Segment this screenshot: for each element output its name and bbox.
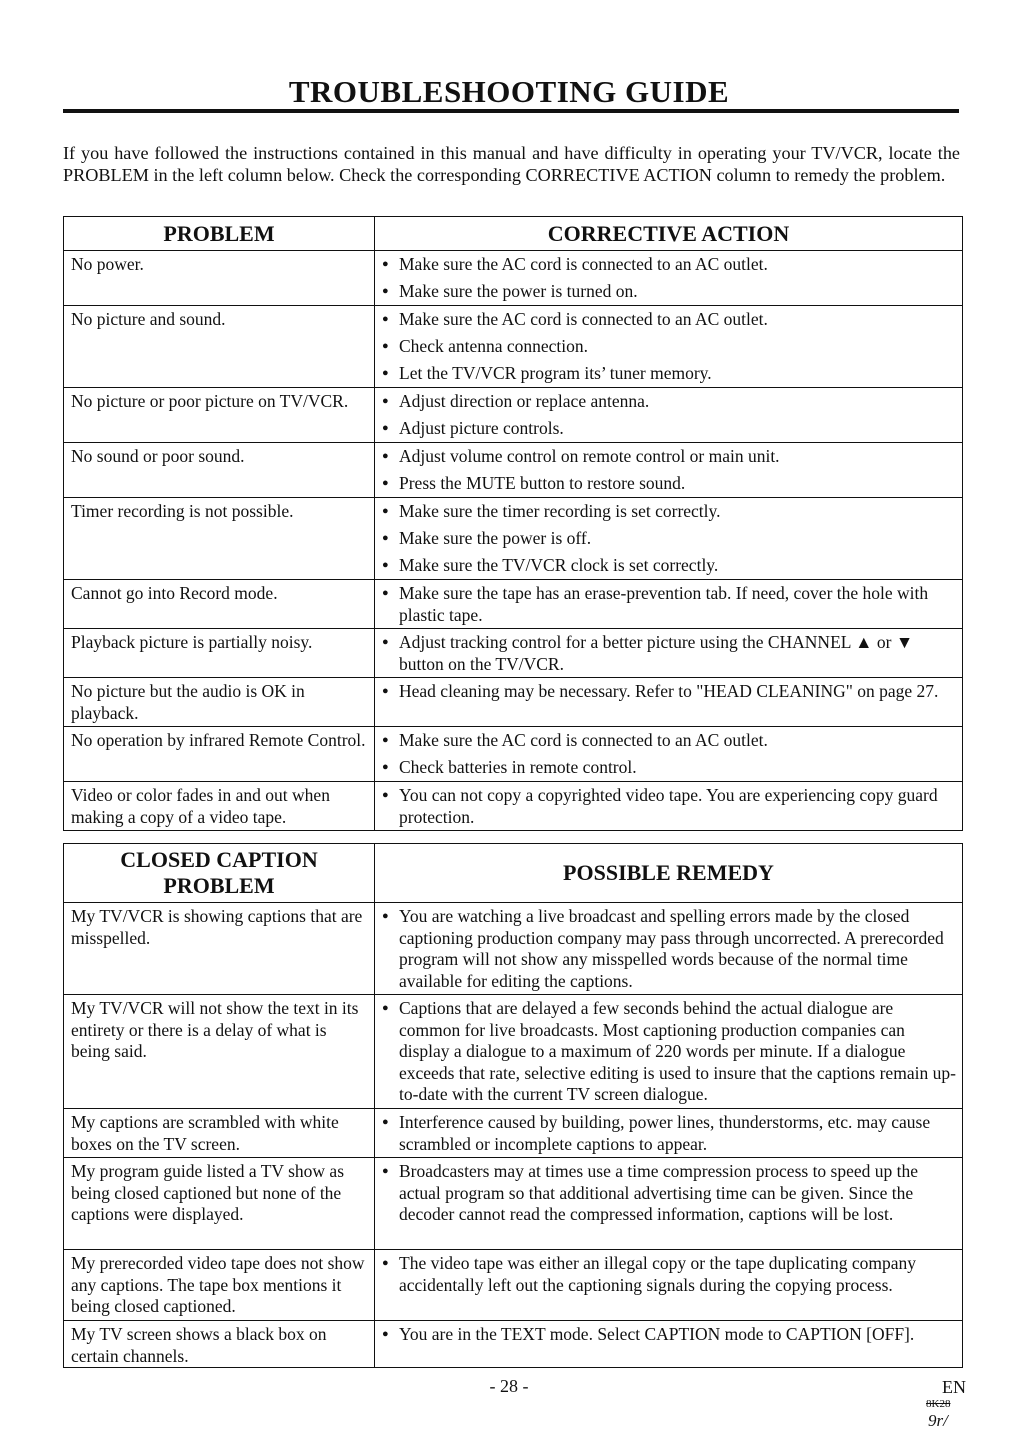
action-cell xyxy=(375,629,963,678)
problem-cell: No picture and sound. xyxy=(64,306,375,388)
action-cell xyxy=(375,443,963,498)
action-item: ● Adjust volume control on remote control or main unit. xyxy=(381,446,956,468)
table-row xyxy=(64,1321,963,1368)
problem-cell: No sound or poor sound. xyxy=(64,443,375,498)
table-row xyxy=(64,903,963,995)
table-row xyxy=(64,1109,963,1158)
table-row xyxy=(64,388,963,443)
action-cell xyxy=(375,727,963,782)
problem-cell: My TV/VCR is showing captions that are misspelled. xyxy=(64,903,375,995)
action-item: ● Make sure the AC cord is connected to an AC outlet. xyxy=(381,254,956,276)
action-cell xyxy=(375,498,963,580)
table-row xyxy=(64,1250,963,1321)
action-item: ● Interference caused by building, power lines, thunderstorms, etc. may cause scrambled or incomplete captions to appear. xyxy=(381,1112,956,1155)
table-row xyxy=(64,1158,963,1250)
action-item: ● Check antenna connection. xyxy=(381,336,956,358)
table-row xyxy=(64,678,963,727)
action-cell xyxy=(375,782,963,831)
action-item: ● The video tape was either an illegal copy or the tape duplicating company accidentally left out the captioning signals during the copying process. xyxy=(381,1253,956,1296)
action-cell xyxy=(375,1250,963,1321)
action-item: ● Make sure the power is turned on. xyxy=(381,281,956,303)
action-item: ● Make sure the AC cord is connected to an AC outlet. xyxy=(381,309,956,331)
table-row xyxy=(64,251,963,306)
problem-cell: Playback picture is partially noisy. xyxy=(64,629,375,678)
action-item: ● Let the TV/VCR program its’ tuner memory. xyxy=(381,363,956,385)
problem-cell: Timer recording is not possible. xyxy=(64,498,375,580)
problem-cell: No picture or poor picture on TV/VCR. xyxy=(64,388,375,443)
closed-caption-rows xyxy=(64,903,963,1368)
action-cell xyxy=(375,306,963,388)
problem-cell: My program guide listed a TV show as being closed captioned but none of the captions were displayed. xyxy=(64,1158,375,1250)
table-row xyxy=(64,306,963,388)
problem-cell: No picture but the audio is OK in playback. xyxy=(64,678,375,727)
action-item: ● Press the MUTE button to restore sound. xyxy=(381,473,956,495)
problem-cell: My TV screen shows a black box on certain channels. xyxy=(64,1321,375,1368)
action-item: ● Make sure the TV/VCR clock is set correctly. xyxy=(381,555,956,577)
closed-caption-table xyxy=(63,843,963,1368)
action-item: ● Captions that are delayed a few seconds behind the actual dialogue are common for live broadcasts. Most captioning production companies can display a dialogue to a maximum of 220 words per minute. If a dialogue exceeds that rate, selective editing is used to insure that the captions remain up-to-date with the current TV screen dialogue. xyxy=(381,998,956,1106)
action-cell xyxy=(375,995,963,1109)
action-cell xyxy=(375,903,963,995)
table-row xyxy=(64,727,963,782)
action-cell xyxy=(375,1321,963,1368)
problem-cell: Cannot go into Record mode. xyxy=(64,580,375,629)
document-code: 8K28 xyxy=(926,1398,951,1410)
action-cell xyxy=(375,251,963,306)
troubleshooting-rows xyxy=(64,251,963,831)
problem-cell: My captions are scrambled with white boxes on the TV screen. xyxy=(64,1109,375,1158)
action-item: ● You are in the TEXT mode. Select CAPTION mode to CAPTION [OFF]. xyxy=(381,1324,956,1346)
action-item: ● Check batteries in remote control. xyxy=(381,757,956,779)
table-row xyxy=(64,629,963,678)
corrective-action-header: CORRECTIVE ACTION xyxy=(375,217,963,251)
action-cell xyxy=(375,388,963,443)
table-row xyxy=(64,443,963,498)
table-row xyxy=(64,995,963,1109)
action-item: ● Make sure the power is off. xyxy=(381,528,956,550)
action-cell xyxy=(375,1109,963,1158)
problem-header: PROBLEM xyxy=(64,217,375,251)
problem-cell: No operation by infrared Remote Control. xyxy=(64,727,375,782)
action-item: ● Head cleaning may be necessary. Refer to "HEAD CLEANING" on page 27. xyxy=(381,681,956,703)
action-item: ● Make sure the AC cord is connected to an AC outlet. xyxy=(381,730,956,752)
cc-problem-header: CLOSED CAPTION PROBLEM xyxy=(64,844,375,903)
handwritten-mark: 9r/ xyxy=(928,1411,948,1430)
table-row xyxy=(64,498,963,580)
problem-cell: Video or color fades in and out when making a copy of a video tape. xyxy=(64,782,375,831)
language-code: EN xyxy=(942,1377,966,1397)
action-item: ● Make sure the tape has an erase-prevention tab. If need, cover the hole with plastic tape. xyxy=(381,583,956,626)
problem-cell: My TV/VCR will not show the text in its entirety or there is a delay of what is being said. xyxy=(64,995,375,1109)
action-cell xyxy=(375,580,963,629)
title-rule xyxy=(63,109,959,113)
troubleshooting-table xyxy=(63,216,963,831)
problem-cell: No power. xyxy=(64,251,375,306)
problem-cell: My prerecorded video tape does not show any captions. The tape box mentions it being closed captioned. xyxy=(64,1250,375,1321)
action-item: ● Adjust picture controls. xyxy=(381,418,956,440)
possible-remedy-header: POSSIBLE REMEDY xyxy=(375,844,963,903)
action-item: ● You are watching a live broadcast and spelling errors made by the closed captioning production company may pass through uncorrected. A prerecorded program will not show any misspelled words because of the normal time available for editing the captions. xyxy=(381,906,956,992)
action-item: ● Adjust tracking control for a better picture using the CHANNEL ▲ or ▼ button on the TV/VCR. xyxy=(381,632,956,675)
table-row xyxy=(64,782,963,831)
table-row xyxy=(64,580,963,629)
intro-paragraph: If you have followed the instructions contained in this manual and have difficulty in operating your TV/VCR, locate the PROBLEM in the left column below. Check the corresponding CORRECTIVE ACTION column to remedy the problem. xyxy=(63,143,960,185)
page-title: TROUBLESHOOTING GUIDE xyxy=(288,74,730,109)
action-cell xyxy=(375,678,963,727)
action-item: ● Make sure the timer recording is set correctly. xyxy=(381,501,956,523)
action-item: ● You can not copy a copyrighted video tape. You are experiencing copy guard protection. xyxy=(381,785,956,828)
page-number: - 28 - xyxy=(489,1376,529,1396)
action-cell xyxy=(375,1158,963,1250)
action-item: ● Broadcasters may at times use a time compression process to speed up the actual program so that additional advertising time can be given. Since the decoder cannot read the compressed information, captions will be lost. xyxy=(381,1161,956,1226)
action-item: ● Adjust direction or replace antenna. xyxy=(381,391,956,413)
